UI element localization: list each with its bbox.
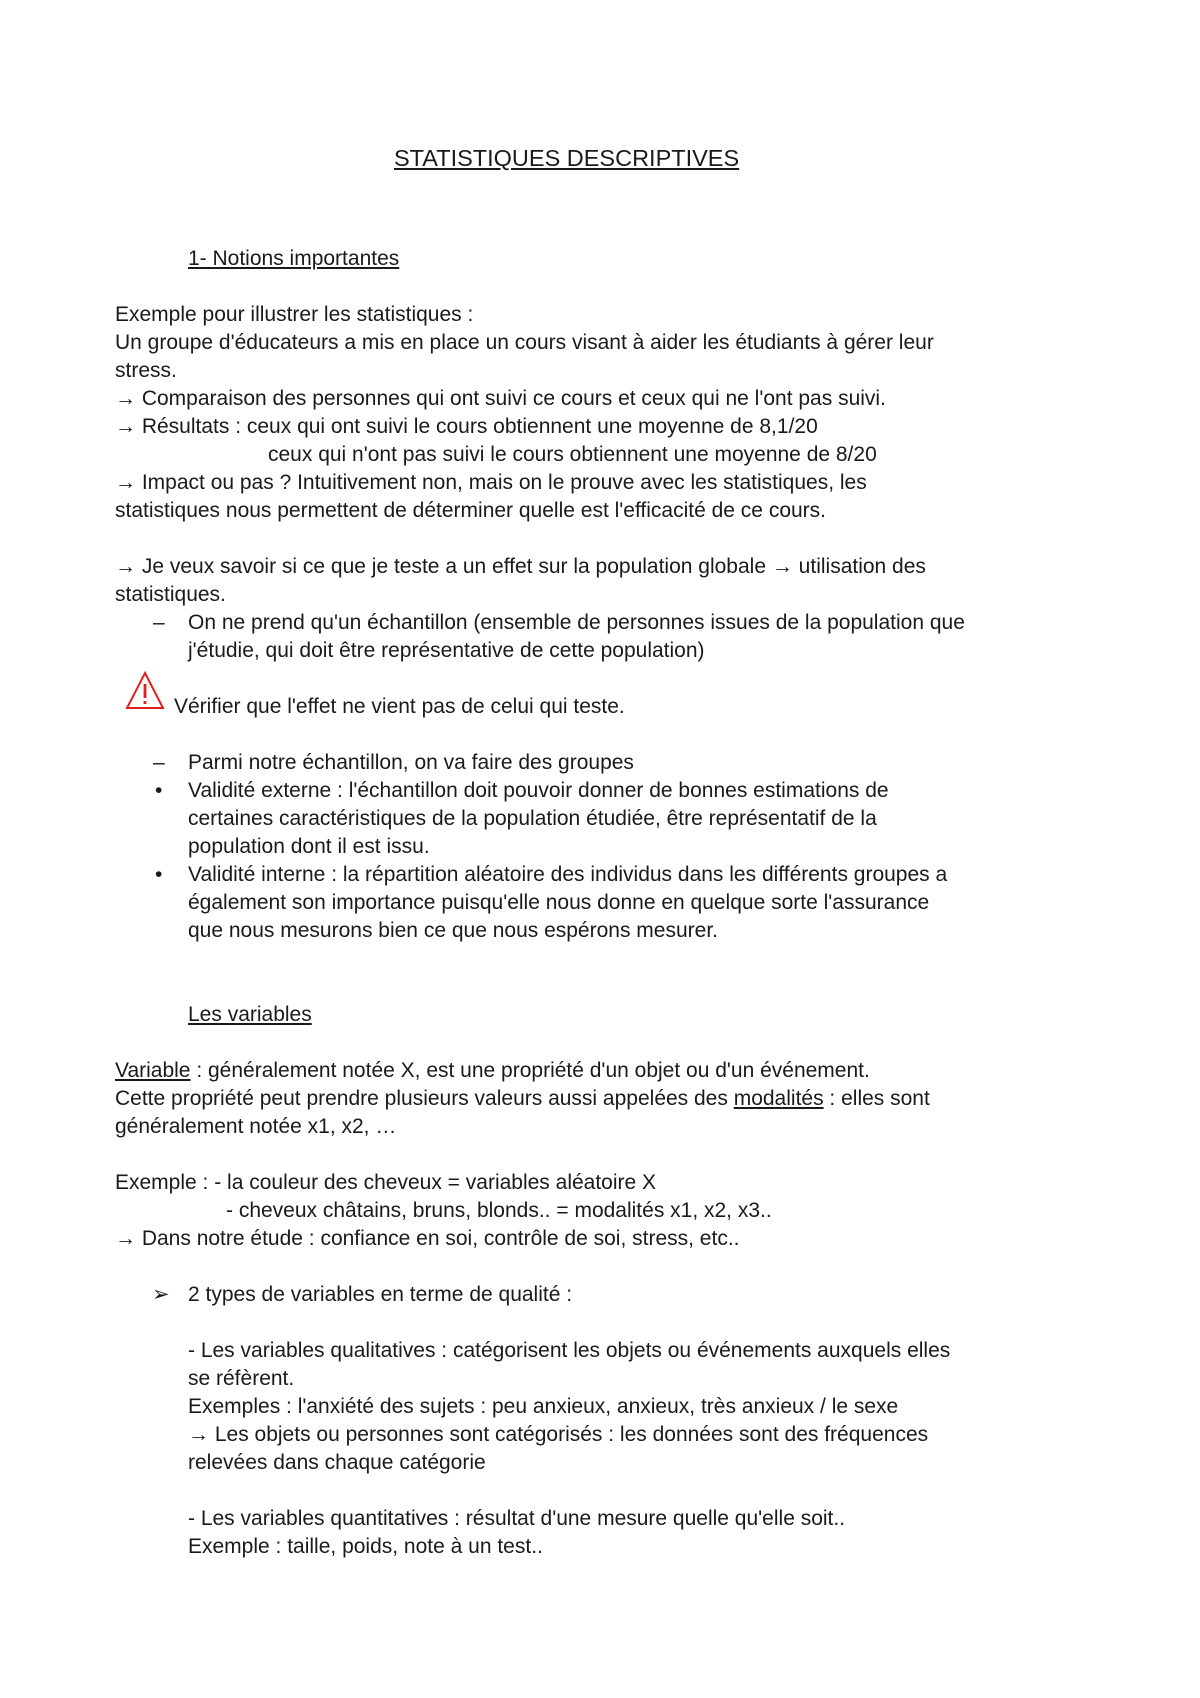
page-title: STATISTIQUES DESCRIPTIVES (394, 145, 740, 171)
intro-line-6: ceux qui n'ont pas suivi le cours obtiennent une moyenne de 8/20 (268, 443, 877, 466)
example-line-3: → Dans notre étude : confiance en soi, contrôle de soi, stress, etc.. (115, 1227, 740, 1250)
section-heading-notions: 1- Notions importantes (188, 247, 400, 270)
section-heading-variables: Les variables (188, 1003, 312, 1026)
intro-line-3: stress. (115, 359, 177, 382)
list-item-validite-externe-1: Validité externe : l'échantillon doit pouvoir donner de bonnes estimations de (188, 779, 889, 802)
dash-marker: – (153, 751, 165, 774)
intro-line-1: Exemple pour illustrer les statistiques : (115, 303, 474, 326)
qualitative-line-3: Exemples : l'anxiété des sujets : peu anxieux, anxieux, très anxieux / le sexe (188, 1395, 899, 1418)
modalites-line (115, 1085, 930, 1113)
list-item-validite-interne-3: que nous mesurons bien ce que nous espérons mesurer. (188, 919, 718, 942)
list-item-echantillon-2: j'étudie, qui doit être représentative de cette population) (188, 639, 705, 662)
modalites-line-2: généralement notée x1, x2, … (115, 1115, 397, 1138)
list-item-groupes: Parmi notre échantillon, on va faire des groupes (188, 751, 634, 774)
list-item-validite-externe-3: population dont il est issu. (188, 835, 430, 858)
list-item-validite-interne-1: Validité interne : la répartition aléatoire des individus dans les différents groupes a (188, 863, 948, 886)
intro-line-5: → Résultats : ceux qui ont suivi le cours obtiennent une moyenne de 8,1/20 (115, 415, 818, 438)
example-line-2: - cheveux châtains, bruns, blonds.. = modalités x1, x2, x3.. (226, 1199, 772, 1222)
warning-text: Vérifier que l'effet ne vient pas de celui qui teste. (174, 695, 625, 718)
modalites-term: modalités (733, 1087, 824, 1110)
arrow-bullet-icon: ➢ (152, 1283, 170, 1306)
quantitative-line-1: - Les variables quantitatives : résultat d'une mesure quelle qu'elle soit.. (188, 1507, 846, 1530)
bullet-marker: • (155, 779, 163, 802)
modalites-text-b: : elles sont (823, 1087, 930, 1110)
variable-definition (115, 1057, 870, 1085)
dash-marker: – (153, 611, 165, 634)
warning-triangle-icon (125, 671, 165, 711)
population-line-1: → Je veux savoir si ce que je teste a un effet sur la population globale → utilisation des (115, 555, 926, 578)
qualitative-line-4: → Les objets ou personnes sont catégorisés : les données sont des fréquences (188, 1423, 929, 1446)
quantitative-line-2: Exemple : taille, poids, note à un test.. (188, 1535, 543, 1558)
qualitative-line-1: - Les variables qualitatives : catégorisent les objets ou événements auxquels elles (188, 1339, 951, 1362)
list-item-echantillon-1: On ne prend qu'un échantillon (ensemble de personnes issues de la population que (188, 611, 965, 634)
bullet-marker: • (155, 863, 163, 886)
variable-term: Variable (115, 1059, 191, 1082)
intro-line-8: statistiques nous permettent de déterminer quelle est l'efficacité de ce cours. (115, 499, 827, 522)
example-line-1: Exemple : - la couleur des cheveux = variables aléatoire X (115, 1171, 657, 1194)
intro-line-4: → Comparaison des personnes qui ont suivi ce cours et ceux qui ne l'ont pas suivi. (115, 387, 886, 410)
qualitative-line-5: relevées dans chaque catégorie (188, 1451, 486, 1474)
qualitative-line-2: se réfèrent. (188, 1367, 295, 1390)
intro-line-7: → Impact ou pas ? Intuitivement non, mais on le prouve avec les statistiques, les (115, 471, 867, 494)
population-line-2: statistiques. (115, 583, 226, 606)
variable-definition-text: : généralement notée X, est une propriété d'un objet ou d'un événement. (190, 1059, 870, 1082)
intro-line-2: Un groupe d'éducateurs a mis en place un cours visant à aider les étudiants à gérer leur (115, 331, 934, 354)
modalites-text-a: Cette propriété peut prendre plusieurs valeurs aussi appelées des (115, 1087, 734, 1110)
types-heading: 2 types de variables en terme de qualité : (188, 1283, 573, 1306)
list-item-validite-externe-2: certaines caractéristiques de la population étudiée, être représentatif de la (188, 807, 877, 830)
list-item-validite-interne-2: également son importance puisqu'elle nous donne en quelque sorte l'assurance (188, 891, 930, 914)
